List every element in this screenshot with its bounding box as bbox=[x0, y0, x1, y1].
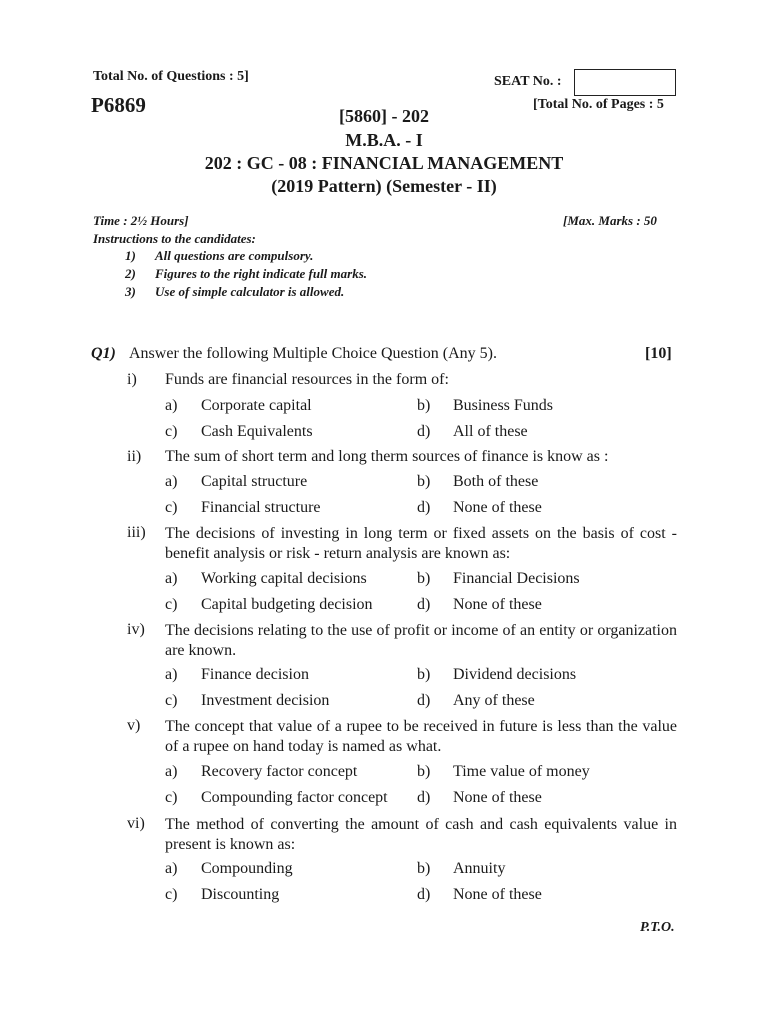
option-b: Annuity bbox=[453, 860, 506, 877]
option-label-c: c) bbox=[165, 423, 178, 440]
subject-title: 202 : GC - 08 : FINANCIAL MANAGEMENT bbox=[204, 153, 564, 173]
option-d: None of these bbox=[453, 499, 542, 516]
item-question: Funds are financial resources in the form of: bbox=[165, 371, 449, 388]
pto-label: P.T.O. bbox=[640, 920, 675, 935]
option-label-c: c) bbox=[165, 499, 178, 516]
option-b: Financial Decisions bbox=[453, 570, 580, 587]
question-text: Answer the following Multiple Choice Question (Any 5). bbox=[129, 345, 497, 362]
instructions-title: Instructions to the candidates: bbox=[93, 231, 256, 246]
paper-code: P6869 bbox=[91, 93, 146, 117]
option-d: None of these bbox=[453, 886, 542, 903]
question-label: Q1) bbox=[91, 345, 116, 362]
option-c: Discounting bbox=[201, 886, 280, 903]
option-a: Recovery factor concept bbox=[201, 763, 358, 780]
option-c: Capital budgeting decision bbox=[201, 596, 373, 613]
item-question: The method of converting the amount of cash and cash equivalents value in present is known as: bbox=[165, 816, 677, 853]
instruction-text: Use of simple calculator is allowed. bbox=[155, 284, 345, 299]
option-label-a: a) bbox=[165, 860, 178, 877]
option-label-d: d) bbox=[417, 499, 431, 516]
item-question: The sum of short term and long therm sources of finance is know as : bbox=[165, 448, 609, 465]
option-a: Finance decision bbox=[201, 666, 309, 683]
instruction-num: 2) bbox=[125, 266, 136, 281]
instruction-text: Figures to the right indicate full marks. bbox=[155, 266, 368, 281]
instruction-num: 1) bbox=[125, 248, 136, 263]
seat-no-label: SEAT No. : bbox=[494, 74, 562, 89]
option-label-d: d) bbox=[417, 423, 431, 440]
max-marks: [Max. Marks : 50 bbox=[563, 213, 657, 228]
option-d: None of these bbox=[453, 596, 542, 613]
item-number: i) bbox=[127, 371, 137, 388]
instruction-text: All questions are compulsory. bbox=[155, 248, 314, 263]
total-questions: Total No. of Questions : 5] bbox=[93, 69, 249, 84]
item-question: The concept that value of a rupee to be received in future is less than the value of a rupee on hand today is named as what. bbox=[165, 718, 677, 755]
option-a: Compounding bbox=[201, 860, 293, 877]
option-label-d: d) bbox=[417, 692, 431, 709]
option-label-b: b) bbox=[417, 666, 431, 683]
option-label-d: d) bbox=[417, 596, 431, 613]
option-label-c: c) bbox=[165, 789, 178, 806]
item-number: ii) bbox=[127, 448, 142, 465]
option-label-d: d) bbox=[417, 886, 431, 903]
pattern-title: (2019 Pattern) (Semester - II) bbox=[271, 176, 497, 196]
option-label-c: c) bbox=[165, 886, 178, 903]
item-number: vi) bbox=[127, 815, 145, 832]
option-b: Time value of money bbox=[453, 763, 590, 780]
item-number: v) bbox=[127, 717, 141, 734]
option-label-a: a) bbox=[165, 666, 178, 683]
item-question: The decisions relating to the use of profit or income of an entity or organization are known. bbox=[165, 622, 677, 659]
item-number: iii) bbox=[127, 524, 146, 541]
option-label-d: d) bbox=[417, 789, 431, 806]
total-pages: [Total No. of Pages : 5 bbox=[533, 97, 664, 112]
option-label-a: a) bbox=[165, 763, 178, 780]
option-d: All of these bbox=[453, 423, 528, 440]
option-c: Cash Equivalents bbox=[201, 423, 313, 440]
option-c: Investment decision bbox=[201, 692, 330, 709]
time-label: Time : 2½ Hours] bbox=[93, 213, 189, 228]
option-c: Compounding factor concept bbox=[201, 789, 388, 806]
option-label-a: a) bbox=[165, 473, 178, 490]
option-label-b: b) bbox=[417, 397, 431, 414]
question-marks: [10] bbox=[645, 345, 672, 362]
option-label-a: a) bbox=[165, 397, 178, 414]
instruction-num: 3) bbox=[125, 284, 136, 299]
seat-no-box[interactable] bbox=[574, 69, 676, 96]
option-c: Financial structure bbox=[201, 499, 321, 516]
option-a: Working capital decisions bbox=[201, 570, 367, 587]
item-question: The decisions of investing in long term or fixed assets on the basis of cost - benefit analysis or risk - return analysis are known as: bbox=[165, 525, 677, 562]
option-label-c: c) bbox=[165, 692, 178, 709]
option-a: Capital structure bbox=[201, 473, 308, 490]
option-label-b: b) bbox=[417, 763, 431, 780]
option-label-c: c) bbox=[165, 596, 178, 613]
option-b: Business Funds bbox=[453, 397, 554, 414]
option-d: None of these bbox=[453, 789, 542, 806]
option-label-b: b) bbox=[417, 473, 431, 490]
option-b: Both of these bbox=[453, 473, 539, 490]
option-label-b: b) bbox=[417, 860, 431, 877]
option-d: Any of these bbox=[453, 692, 535, 709]
option-a: Corporate capital bbox=[201, 397, 312, 414]
exam-code: [5860] - 202 bbox=[339, 106, 429, 126]
item-number: iv) bbox=[127, 621, 145, 638]
course-title: M.B.A. - I bbox=[345, 130, 423, 150]
option-b: Dividend decisions bbox=[453, 666, 577, 683]
option-label-a: a) bbox=[165, 570, 178, 587]
option-label-b: b) bbox=[417, 570, 431, 587]
